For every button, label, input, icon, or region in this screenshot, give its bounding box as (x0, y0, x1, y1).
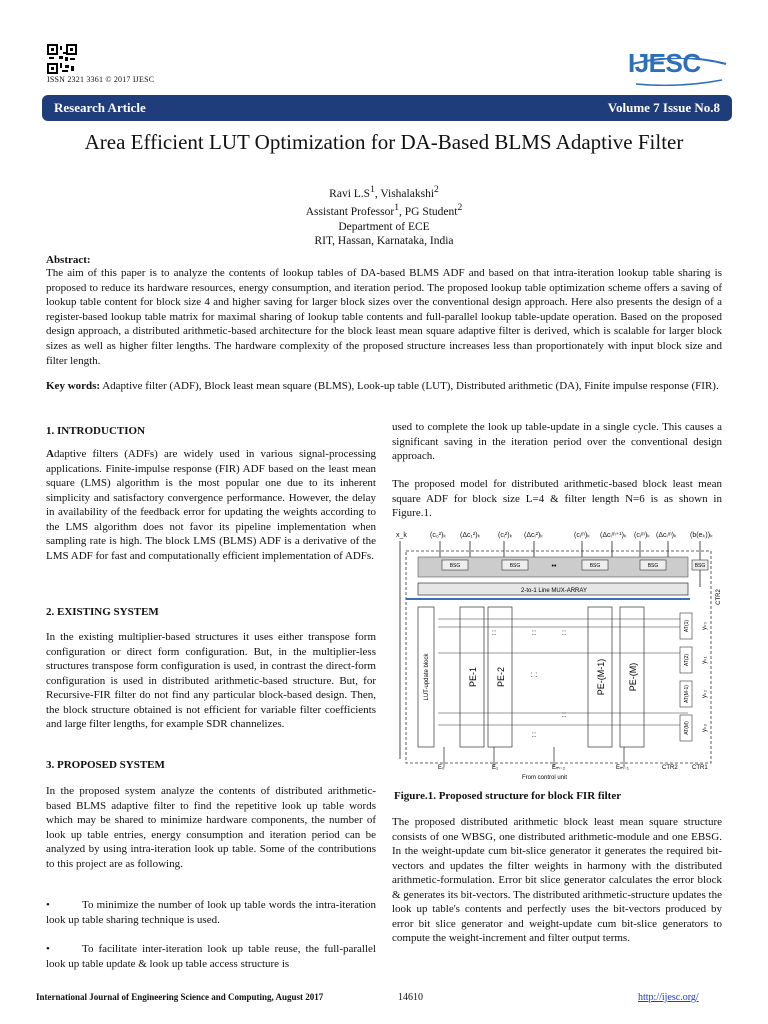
pe-label: PE-(M) (628, 662, 638, 692)
page-number: 14610 (398, 992, 423, 1003)
section-2-heading: 2. EXISTING SYSTEM (46, 606, 159, 618)
from-control-label: From control unit (522, 775, 568, 781)
pe-label: PE-(M-1) (596, 658, 606, 696)
pe-label: PE-2 (496, 666, 506, 688)
fig-top-label: (Δcᵢᵐ)ₖ (656, 532, 677, 539)
section-3-body: In the proposed system analyze the contents of distributed arithmetic-based BLMS adaptive filter to find the repetitive look up table words which may be shared to minimize hardware components, the number of look up table entries, energy consumption and iteration period can be analyzed by using intra-iteration look up table. Some of the contributions to this project are as following. (46, 785, 376, 870)
bullet-1-marker: • (46, 899, 50, 911)
at-label: AT(M-1) (684, 685, 690, 703)
fig-top-label: (cᵢᵐ)ₖ (634, 532, 651, 539)
e-label: E₁ (492, 765, 499, 771)
e-label: E₀ (438, 765, 445, 771)
svg-text:::: :: (531, 730, 537, 739)
col2-paragraph-3: The proposed distributed arithmetic block least mean square structure consists of one WBSG, one distributed arithmetic-module and one EBSG. In the weight-update cum bit-slice generator it generates the required bit-vectors and updates the filter weights in harmony with the distributed arithmetic-formulation. Error bit slice generator calculates the error block & generates its bit-vectors. The distributed arithmetic-structure updates the look up table's contents and perfectly uses the bit-vectors produced by error bit slice generator and weight-update cum bit-slice generators to compute the weight-increment and filter output terms. (392, 816, 722, 944)
volume-issue: Volume 7 Issue No.8 (607, 100, 720, 115)
author-block: Ravi $L.S^1$, Vishalakshi$^2$ Assistant Professor$^1$, PG Student$^2$ Department of ECE RIT, Hassan, Karnataka, India (305, 184, 463, 248)
abstract-heading: Abstract: (46, 254, 91, 266)
section-1-body (46, 447, 376, 563)
bsg-row (418, 557, 708, 577)
bsg-label: BSG (449, 563, 461, 569)
section-1-text: daptive filters (ADFs) are widely used in various signal-processing applications. Finite-impulse response (FIR) ADF based on the least mean square (LMS) algorithm is the most popular one due to its inherent simplicity and satisfactory convergence performance. However, the delay in availability of the feedback error for updating the weights according to the LMS algorithm does not favor its pipeline implementation when sampling rate is high. The block LMS (BLMS) ADF is a derivative of the LMS ADF for fast and computationally efficient implementation of ADFs. (46, 448, 376, 562)
figure-caption: Figure.1. Proposed structure for block FIR filter (394, 790, 622, 802)
y-label: yₖ₃ (702, 724, 708, 732)
y-label: yₖ₁ (702, 656, 708, 664)
section-2-body: In the existing multiplier-based structures it uses either transpose form configuration or direct form configuration. But, in the multiplier-less structures transpose form configuration is used, in contrast the direct-form configuration is used in distributed arithmetic-based structure. But, for Recursive-FIR filter do not find any particular block-based design. Then, the block structure obtained is not efficient for variable filter coefficients and large filter lengths, for example SDR channelizes. (46, 631, 376, 730)
bullet-2-marker: • (46, 943, 50, 955)
figure-1-block-diagram (394, 527, 734, 781)
fig-top-label: (c₀²)ₖ (430, 532, 447, 539)
fig-top-label: (Δcᵢ²)ₖ (524, 532, 544, 539)
pe-label: PE-1 (468, 666, 478, 688)
svg-text:: :: : : (530, 670, 538, 679)
ctr-label: CTR2 (716, 589, 722, 605)
issn-text: ISSN 2321 3361 © 2017 IJESC (47, 75, 155, 84)
keywords (46, 379, 722, 394)
fig-top-label: (Δcᵢᵐ⁺¹)ₖ (600, 532, 627, 539)
at-label: AT(2) (684, 653, 690, 667)
keywords-label: Key words: (46, 380, 101, 392)
journal-link[interactable]: http://ijesc.org/ (638, 992, 699, 1003)
header-bar (42, 95, 732, 121)
svg-text:::: :: (561, 628, 567, 637)
y-label: yₖ₂ (702, 690, 708, 698)
footer (36, 992, 736, 1002)
fig-top-label: (cᵢ²)ₖ (498, 532, 513, 539)
bullet-2-text: To facilitate inter-iteration look up table reuse, the full-parallel look up table update & look up table access structure is (46, 943, 376, 970)
keywords-text: Adaptive filter (ADF), Block least mean square (BLMS), Look-up table (LUT), Distributed arithmetic (DA), Finite impulse response (FIR). (102, 380, 719, 392)
bullet-1-text: To minimize the number of look up table words the intra-iteration look up table sharing technique is used. (46, 899, 376, 926)
fig-top-label: x_k (396, 532, 407, 539)
bullet-2 (46, 942, 376, 971)
bsg-label: BSG (694, 563, 706, 569)
bullet-1 (46, 898, 376, 927)
footer-journal: International Journal of Engineering Science and Computing, August 2017 (36, 992, 324, 1002)
bsg-label: BSG (647, 563, 659, 569)
ijesc-logo: IJESC (628, 48, 701, 78)
svg-text:::: :: (531, 628, 537, 637)
fig-top-label: (Δc₁²)ₖ (460, 532, 481, 539)
e-label: Eₘ₋₁ (616, 765, 629, 771)
paper-title: Area Efficient LUT Optimization for DA-Based BLMS Adaptive Filter (84, 130, 684, 154)
bsg-label: BSG (509, 563, 521, 569)
e-label: Eₘ₋₂ (552, 765, 566, 771)
abstract-text: The aim of this paper is to analyze the contents of lookup tables of DA-based BLMS ADF and based on that intra-iteration lookup table sharing is proposed to reduce its hardware resources, energy consumption, and iteration period. The proposed lookup table optimization scheme offers a saving of lookup table content for block size 4 and higher saving for larger block sizes over the conventional design approach. Here also presents the design of a register-based lookup table matrix for maximal sharing of lookup table contents and full-parallel lookup table-update operation. Based on the proposed design approach, a distributed arithmetic-based architecture for the block least mean square adaptive filter is derived, which is scalable for larger block sizes as well as higher filter lengths. The hardware complexity of the proposed structure increases less than proportionately with input block size and filter length. (46, 267, 722, 367)
qr-code-icon (47, 44, 77, 74)
fig-top-label: (b(eₖ))ₖ (690, 532, 714, 539)
drop-cap: A (46, 448, 54, 460)
svg-text:::: :: (561, 710, 567, 719)
at-label: AT(M) (684, 721, 690, 735)
section-1-heading: 1. INTRODUCTION (46, 425, 146, 437)
mux-label: 2-to-1 Line MUX-ARRAY (521, 588, 587, 594)
article-type: Research Article (54, 100, 146, 115)
svg-text:••: •• (551, 563, 557, 570)
ctr-label: CTR2 (662, 765, 678, 771)
col2-paragraph-2: The proposed model for distributed arithmetic-based block least mean square ADF for block size L=4 & filter length N=6 is as shown in Figure.1. (392, 478, 722, 519)
col2-paragraph-1: used to complete the look up table-update in a single cycle. This causes a significant saving in the iteration period over the conventional design approach. (392, 421, 722, 462)
bsg-label: BSG (589, 563, 601, 569)
at-label: AT(1) (684, 619, 690, 633)
svg-text:::: :: (491, 628, 497, 637)
y-label: yₖ₀ (702, 621, 708, 631)
ctr-label: CTR1 (692, 765, 708, 771)
section-3-heading: 3. PROPOSED SYSTEM (46, 759, 165, 771)
lut-label: LUT-update block (424, 653, 430, 701)
fig-top-label: (cᵢᵐ)ₖ (574, 532, 591, 539)
